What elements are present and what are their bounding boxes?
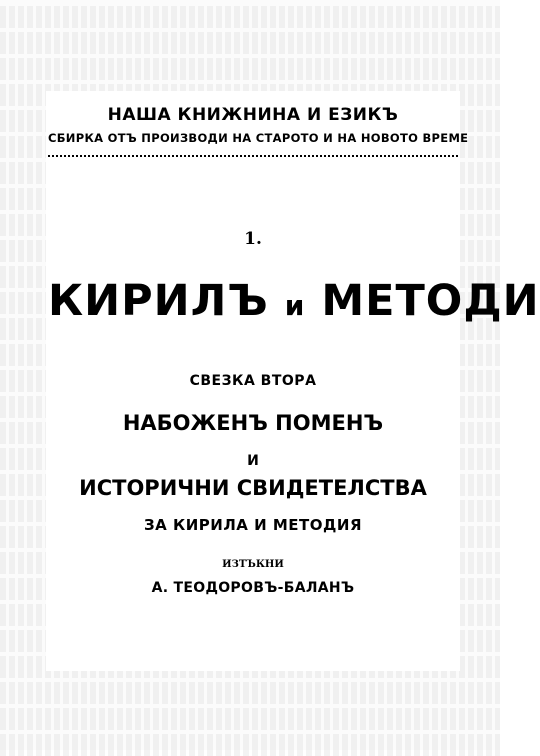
series-subtitle: СБИРКА ОТЪ ПРОИЗВОДИ НА СТАРОТО И НА НОВОТО ВРЕМЕ: [48, 131, 469, 145]
excerpt-label: ИЗТЪКНИ: [222, 559, 284, 570]
main-title-conj: и: [284, 289, 306, 322]
dotted-divider: [48, 155, 458, 157]
series-title: НАША КНИЖНИНА И ЕЗИКЪ: [107, 105, 399, 125]
title-label-panel: [48, 93, 540, 669]
author-name: А. ТЕОДОРОВЪ-БАЛАНЪ: [151, 580, 355, 596]
title-line-3: ЗА КИРИЛА И МЕТОДИЯ: [143, 516, 363, 534]
main-title: [48, 276, 540, 326]
title-line-1: НАБОЖЕНЪ ПОМЕНЪ: [122, 411, 384, 435]
main-title-part1: КИРИЛЪ: [48, 276, 285, 326]
title-line-2: ИСТОРИЧНИ СВИДЕТЕЛСТВА: [79, 476, 427, 500]
volume-number: 1.: [244, 229, 262, 249]
main-title-part2: МЕТОДИ: [305, 276, 540, 326]
part-label: СВЕЗКА ВТОРА: [189, 373, 317, 389]
title-conjunction: И: [247, 453, 259, 469]
